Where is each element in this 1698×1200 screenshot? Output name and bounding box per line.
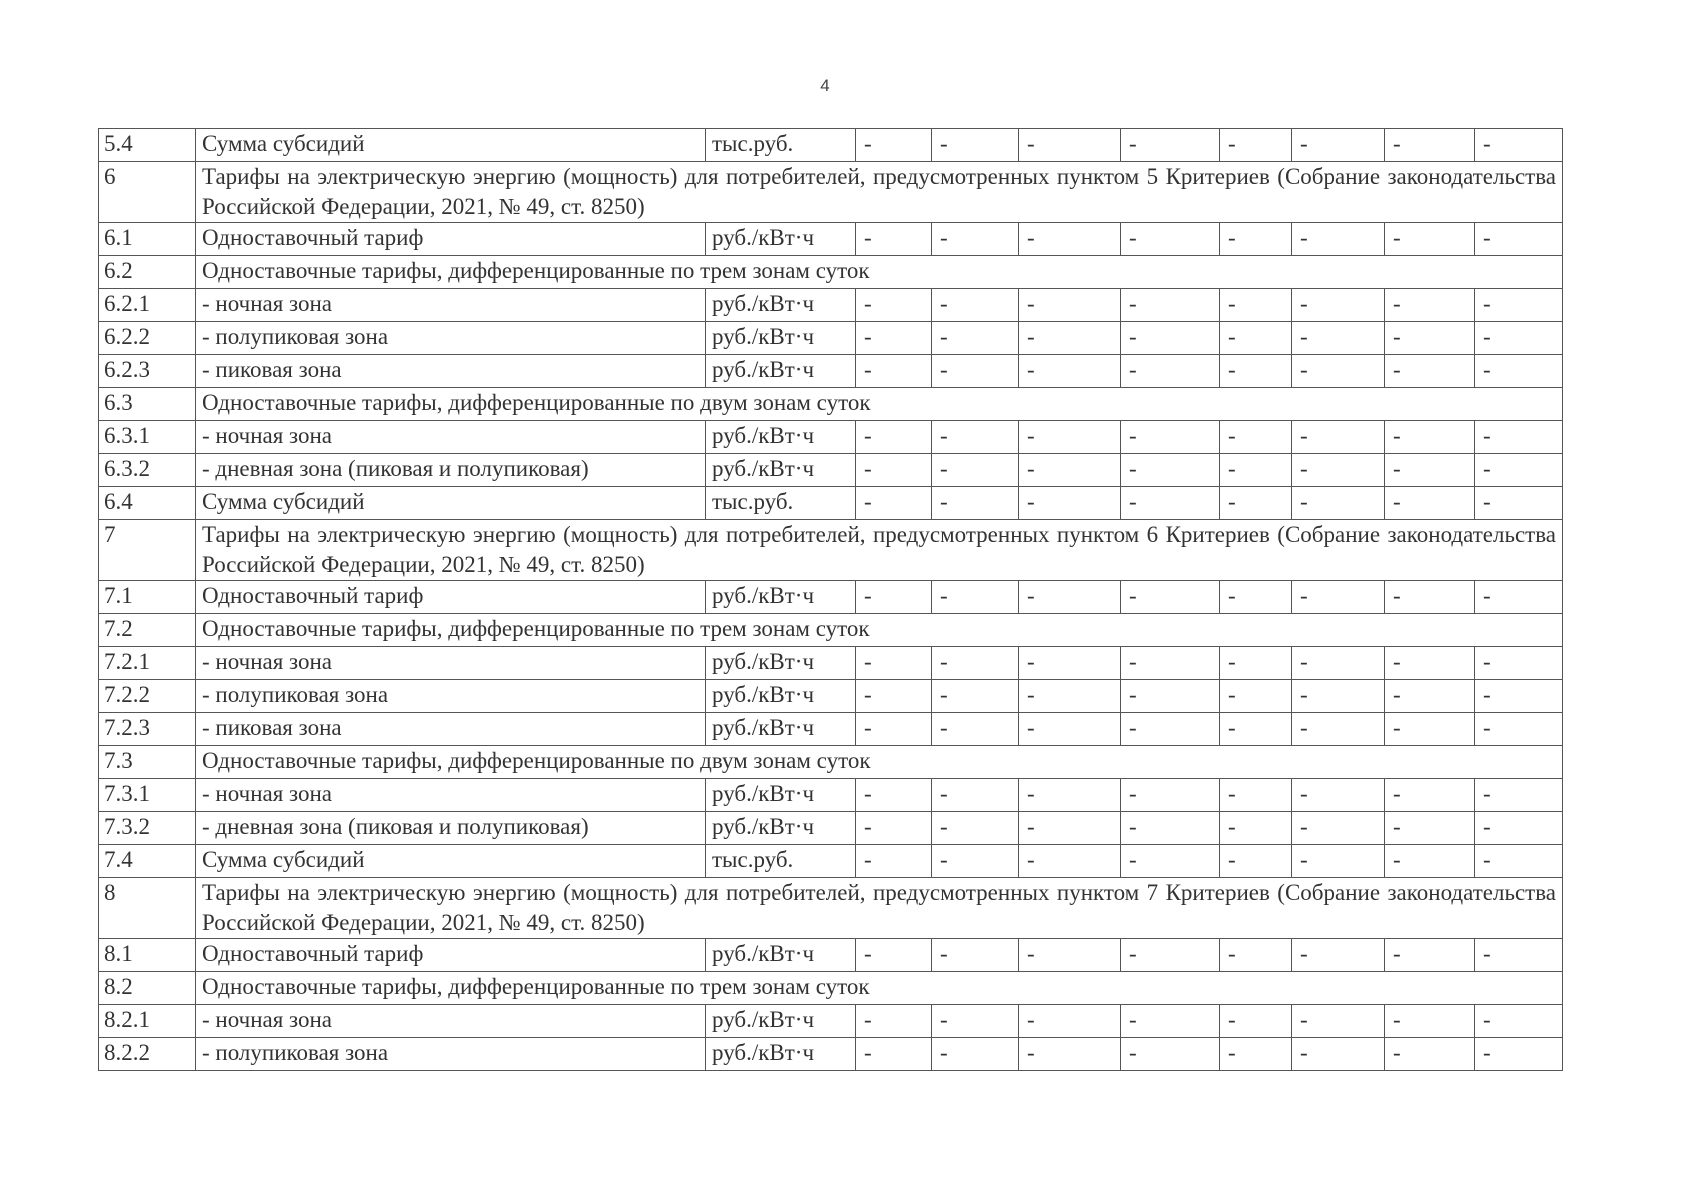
value-cell: - <box>1385 581 1475 614</box>
row-unit: руб./кВт·ч <box>706 581 856 614</box>
row-name: - полупиковая зона <box>196 322 706 355</box>
value-cell: - <box>1292 812 1385 845</box>
row-unit: руб./кВт·ч <box>706 289 856 322</box>
table-section-row <box>99 520 1563 581</box>
row-name: - ночная зона <box>196 1005 706 1038</box>
table-row <box>99 845 1563 878</box>
value-cell: - <box>932 289 1019 322</box>
value-cell: - <box>1220 487 1292 520</box>
value-cell: - <box>1292 713 1385 746</box>
value-cell: - <box>856 421 932 454</box>
value-cell: - <box>1292 680 1385 713</box>
value-cell: - <box>1475 939 1563 972</box>
row-number: 6.4 <box>99 487 196 520</box>
section-title: Одноставочные тарифы, дифференцированные по трем зонам суток <box>196 972 1563 1005</box>
value-cell: - <box>1385 1038 1475 1071</box>
row-number: 6.2.3 <box>99 355 196 388</box>
value-cell: - <box>856 454 932 487</box>
value-cell: - <box>1385 845 1475 878</box>
value-cell: - <box>1475 289 1563 322</box>
value-cell: - <box>1292 129 1385 162</box>
row-name: - пиковая зона <box>196 355 706 388</box>
value-cell: - <box>1220 223 1292 256</box>
row-name: Одноставочный тариф <box>196 939 706 972</box>
value-cell: - <box>1019 779 1121 812</box>
section-title: Тарифы на электрическую энергию (мощность) для потребителей, предусмотренных пунктом 5 Критериев (Собрание законодательства Российской Федерации, 2021, № 49, ст. 8250) <box>196 162 1563 223</box>
table-row <box>99 454 1563 487</box>
value-cell: - <box>932 454 1019 487</box>
value-cell: - <box>1475 1005 1563 1038</box>
row-number: 7.4 <box>99 845 196 878</box>
table-row <box>99 713 1563 746</box>
section-title: Тарифы на электрическую энергию (мощность) для потребителей, предусмотренных пунктом 6 Критериев (Собрание законодательства Российской Федерации, 2021, № 49, ст. 8250) <box>196 520 1563 581</box>
value-cell: - <box>856 1005 932 1038</box>
row-name: Одноставочный тариф <box>196 223 706 256</box>
value-cell: - <box>1019 289 1121 322</box>
value-cell: - <box>856 939 932 972</box>
table-row <box>99 289 1563 322</box>
value-cell: - <box>1019 454 1121 487</box>
value-cell: - <box>856 647 932 680</box>
table-body <box>99 129 1563 1071</box>
value-cell: - <box>1292 845 1385 878</box>
value-cell: - <box>1220 812 1292 845</box>
table-row <box>99 223 1563 256</box>
value-cell: - <box>856 129 932 162</box>
value-cell: - <box>856 812 932 845</box>
value-cell: - <box>1121 1038 1220 1071</box>
row-number: 6.2.1 <box>99 289 196 322</box>
value-cell: - <box>856 845 932 878</box>
value-cell: - <box>1385 713 1475 746</box>
value-cell: - <box>856 581 932 614</box>
value-cell: - <box>932 713 1019 746</box>
row-number: 8.2 <box>99 972 196 1005</box>
row-unit: тыс.руб. <box>706 129 856 162</box>
value-cell: - <box>1121 779 1220 812</box>
value-cell: - <box>932 647 1019 680</box>
value-cell: - <box>1292 289 1385 322</box>
value-cell: - <box>1019 713 1121 746</box>
value-cell: - <box>1220 939 1292 972</box>
table-row <box>99 680 1563 713</box>
table-section-row <box>99 162 1563 223</box>
row-unit: руб./кВт·ч <box>706 779 856 812</box>
value-cell: - <box>1121 454 1220 487</box>
value-cell: - <box>1475 680 1563 713</box>
value-cell: - <box>1475 129 1563 162</box>
row-name: - дневная зона (пиковая и полупиковая) <box>196 454 706 487</box>
value-cell: - <box>932 845 1019 878</box>
row-number: 6 <box>99 162 196 223</box>
row-number: 5.4 <box>99 129 196 162</box>
value-cell: - <box>1292 647 1385 680</box>
value-cell: - <box>1292 1005 1385 1038</box>
table-row <box>99 581 1563 614</box>
section-title: Одноставочные тарифы, дифференцированные по двум зонам суток <box>196 388 1563 421</box>
value-cell: - <box>932 421 1019 454</box>
row-number: 7.1 <box>99 581 196 614</box>
row-unit: руб./кВт·ч <box>706 355 856 388</box>
value-cell: - <box>1292 487 1385 520</box>
row-name: - дневная зона (пиковая и полупиковая) <box>196 812 706 845</box>
value-cell: - <box>1385 454 1475 487</box>
value-cell: - <box>1220 779 1292 812</box>
value-cell: - <box>932 487 1019 520</box>
value-cell: - <box>1019 129 1121 162</box>
value-cell: - <box>1475 713 1563 746</box>
value-cell: - <box>1385 487 1475 520</box>
row-number: 6.2.2 <box>99 322 196 355</box>
table-section-row <box>99 256 1563 289</box>
value-cell: - <box>932 1038 1019 1071</box>
table-section-row <box>99 614 1563 647</box>
table-row <box>99 939 1563 972</box>
row-number: 7.3 <box>99 746 196 779</box>
table-row <box>99 1038 1563 1071</box>
value-cell: - <box>1220 421 1292 454</box>
row-unit: руб./кВт·ч <box>706 322 856 355</box>
value-cell: - <box>1019 355 1121 388</box>
value-cell: - <box>856 487 932 520</box>
value-cell: - <box>1475 355 1563 388</box>
row-unit: руб./кВт·ч <box>706 223 856 256</box>
value-cell: - <box>1385 779 1475 812</box>
value-cell: - <box>1475 454 1563 487</box>
value-cell: - <box>1019 1038 1121 1071</box>
table-row <box>99 812 1563 845</box>
table-row <box>99 647 1563 680</box>
value-cell: - <box>1019 647 1121 680</box>
value-cell: - <box>1121 421 1220 454</box>
value-cell: - <box>1121 647 1220 680</box>
value-cell: - <box>856 289 932 322</box>
page-number: 4 <box>820 76 830 95</box>
value-cell: - <box>1220 289 1292 322</box>
table-row <box>99 129 1563 162</box>
row-number: 7 <box>99 520 196 581</box>
value-cell: - <box>1292 421 1385 454</box>
value-cell: - <box>932 812 1019 845</box>
value-cell: - <box>932 680 1019 713</box>
value-cell: - <box>1220 129 1292 162</box>
value-cell: - <box>1121 1005 1220 1038</box>
row-number: 6.1 <box>99 223 196 256</box>
value-cell: - <box>1292 223 1385 256</box>
value-cell: - <box>1475 812 1563 845</box>
value-cell: - <box>856 680 932 713</box>
value-cell: - <box>1019 487 1121 520</box>
row-name: Сумма субсидий <box>196 129 706 162</box>
row-name: - ночная зона <box>196 289 706 322</box>
table-section-row <box>99 972 1563 1005</box>
value-cell: - <box>1292 322 1385 355</box>
row-unit: руб./кВт·ч <box>706 680 856 713</box>
row-unit: руб./кВт·ч <box>706 1005 856 1038</box>
row-unit: руб./кВт·ч <box>706 421 856 454</box>
table-row <box>99 322 1563 355</box>
value-cell: - <box>1019 322 1121 355</box>
table-row <box>99 1005 1563 1038</box>
section-title: Одноставочные тарифы, дифференцированные по трем зонам суток <box>196 614 1563 647</box>
row-name: - ночная зона <box>196 421 706 454</box>
value-cell: - <box>856 223 932 256</box>
row-name: - полупиковая зона <box>196 1038 706 1071</box>
value-cell: - <box>1121 322 1220 355</box>
value-cell: - <box>1220 1005 1292 1038</box>
value-cell: - <box>1019 223 1121 256</box>
value-cell: - <box>1019 680 1121 713</box>
value-cell: - <box>1385 223 1475 256</box>
value-cell: - <box>932 939 1019 972</box>
value-cell: - <box>1475 779 1563 812</box>
value-cell: - <box>1121 845 1220 878</box>
table-section-row <box>99 878 1563 939</box>
value-cell: - <box>1385 289 1475 322</box>
row-unit: руб./кВт·ч <box>706 1038 856 1071</box>
row-number: 6.3.1 <box>99 421 196 454</box>
value-cell: - <box>1475 647 1563 680</box>
value-cell: - <box>1475 223 1563 256</box>
value-cell: - <box>1220 680 1292 713</box>
value-cell: - <box>1385 322 1475 355</box>
value-cell: - <box>856 322 932 355</box>
value-cell: - <box>1475 421 1563 454</box>
row-name: Сумма субсидий <box>196 845 706 878</box>
value-cell: - <box>1019 845 1121 878</box>
value-cell: - <box>1121 487 1220 520</box>
row-name: - пиковая зона <box>196 713 706 746</box>
value-cell: - <box>1292 454 1385 487</box>
value-cell: - <box>1475 581 1563 614</box>
value-cell: - <box>856 1038 932 1071</box>
table-row <box>99 355 1563 388</box>
row-number: 7.2.1 <box>99 647 196 680</box>
row-name: - ночная зона <box>196 779 706 812</box>
value-cell: - <box>932 129 1019 162</box>
row-number: 8 <box>99 878 196 939</box>
value-cell: - <box>1475 322 1563 355</box>
value-cell: - <box>1220 454 1292 487</box>
value-cell: - <box>1019 421 1121 454</box>
table-row <box>99 487 1563 520</box>
value-cell: - <box>1475 1038 1563 1071</box>
value-cell: - <box>1292 581 1385 614</box>
value-cell: - <box>1220 355 1292 388</box>
row-number: 6.3.2 <box>99 454 196 487</box>
row-number: 8.2.1 <box>99 1005 196 1038</box>
value-cell: - <box>1121 223 1220 256</box>
value-cell: - <box>1220 581 1292 614</box>
table-row <box>99 779 1563 812</box>
row-number: 7.2.2 <box>99 680 196 713</box>
value-cell: - <box>1220 1038 1292 1071</box>
value-cell: - <box>1121 680 1220 713</box>
value-cell: - <box>1385 680 1475 713</box>
row-name: Сумма субсидий <box>196 487 706 520</box>
value-cell: - <box>1385 1005 1475 1038</box>
row-number: 6.3 <box>99 388 196 421</box>
row-unit: тыс.руб. <box>706 845 856 878</box>
value-cell: - <box>856 355 932 388</box>
table-row <box>99 421 1563 454</box>
value-cell: - <box>1121 129 1220 162</box>
row-number: 7.2.3 <box>99 713 196 746</box>
value-cell: - <box>1121 812 1220 845</box>
value-cell: - <box>1292 939 1385 972</box>
value-cell: - <box>1220 322 1292 355</box>
value-cell: - <box>932 1005 1019 1038</box>
row-number: 8.1 <box>99 939 196 972</box>
section-title: Тарифы на электрическую энергию (мощность) для потребителей, предусмотренных пунктом 7 Критериев (Собрание законодательства Российской Федерации, 2021, № 49, ст. 8250) <box>196 878 1563 939</box>
value-cell: - <box>1475 845 1563 878</box>
value-cell: - <box>1292 779 1385 812</box>
value-cell: - <box>1019 812 1121 845</box>
value-cell: - <box>932 322 1019 355</box>
value-cell: - <box>1220 713 1292 746</box>
row-number: 7.2 <box>99 614 196 647</box>
row-unit: руб./кВт·ч <box>706 647 856 680</box>
value-cell: - <box>1121 713 1220 746</box>
row-unit: руб./кВт·ч <box>706 454 856 487</box>
value-cell: - <box>1019 939 1121 972</box>
row-unit: руб./кВт·ч <box>706 812 856 845</box>
row-number: 7.3.2 <box>99 812 196 845</box>
tariff-table <box>98 128 1563 1071</box>
value-cell: - <box>1385 812 1475 845</box>
row-number: 6.2 <box>99 256 196 289</box>
value-cell: - <box>932 355 1019 388</box>
value-cell: - <box>1121 939 1220 972</box>
value-cell: - <box>932 223 1019 256</box>
table-section-row <box>99 388 1563 421</box>
row-unit: руб./кВт·ч <box>706 713 856 746</box>
value-cell: - <box>1220 845 1292 878</box>
row-name: - ночная зона <box>196 647 706 680</box>
row-unit: тыс.руб. <box>706 487 856 520</box>
value-cell: - <box>1019 581 1121 614</box>
value-cell: - <box>1385 939 1475 972</box>
row-name: Одноставочный тариф <box>196 581 706 614</box>
row-number: 8.2.2 <box>99 1038 196 1071</box>
value-cell: - <box>1385 355 1475 388</box>
value-cell: - <box>1292 1038 1385 1071</box>
value-cell: - <box>1385 647 1475 680</box>
section-title: Одноставочные тарифы, дифференцированные по двум зонам суток <box>196 746 1563 779</box>
value-cell: - <box>932 581 1019 614</box>
value-cell: - <box>1121 581 1220 614</box>
row-unit: руб./кВт·ч <box>706 939 856 972</box>
value-cell: - <box>1292 355 1385 388</box>
row-name: - полупиковая зона <box>196 680 706 713</box>
row-number: 7.3.1 <box>99 779 196 812</box>
value-cell: - <box>1475 487 1563 520</box>
value-cell: - <box>1220 647 1292 680</box>
value-cell: - <box>1019 1005 1121 1038</box>
value-cell: - <box>1385 421 1475 454</box>
value-cell: - <box>856 779 932 812</box>
value-cell: - <box>1121 355 1220 388</box>
section-title: Одноставочные тарифы, дифференцированные по трем зонам суток <box>196 256 1563 289</box>
value-cell: - <box>1121 289 1220 322</box>
value-cell: - <box>932 779 1019 812</box>
value-cell: - <box>1385 129 1475 162</box>
table-section-row <box>99 746 1563 779</box>
value-cell: - <box>856 713 932 746</box>
